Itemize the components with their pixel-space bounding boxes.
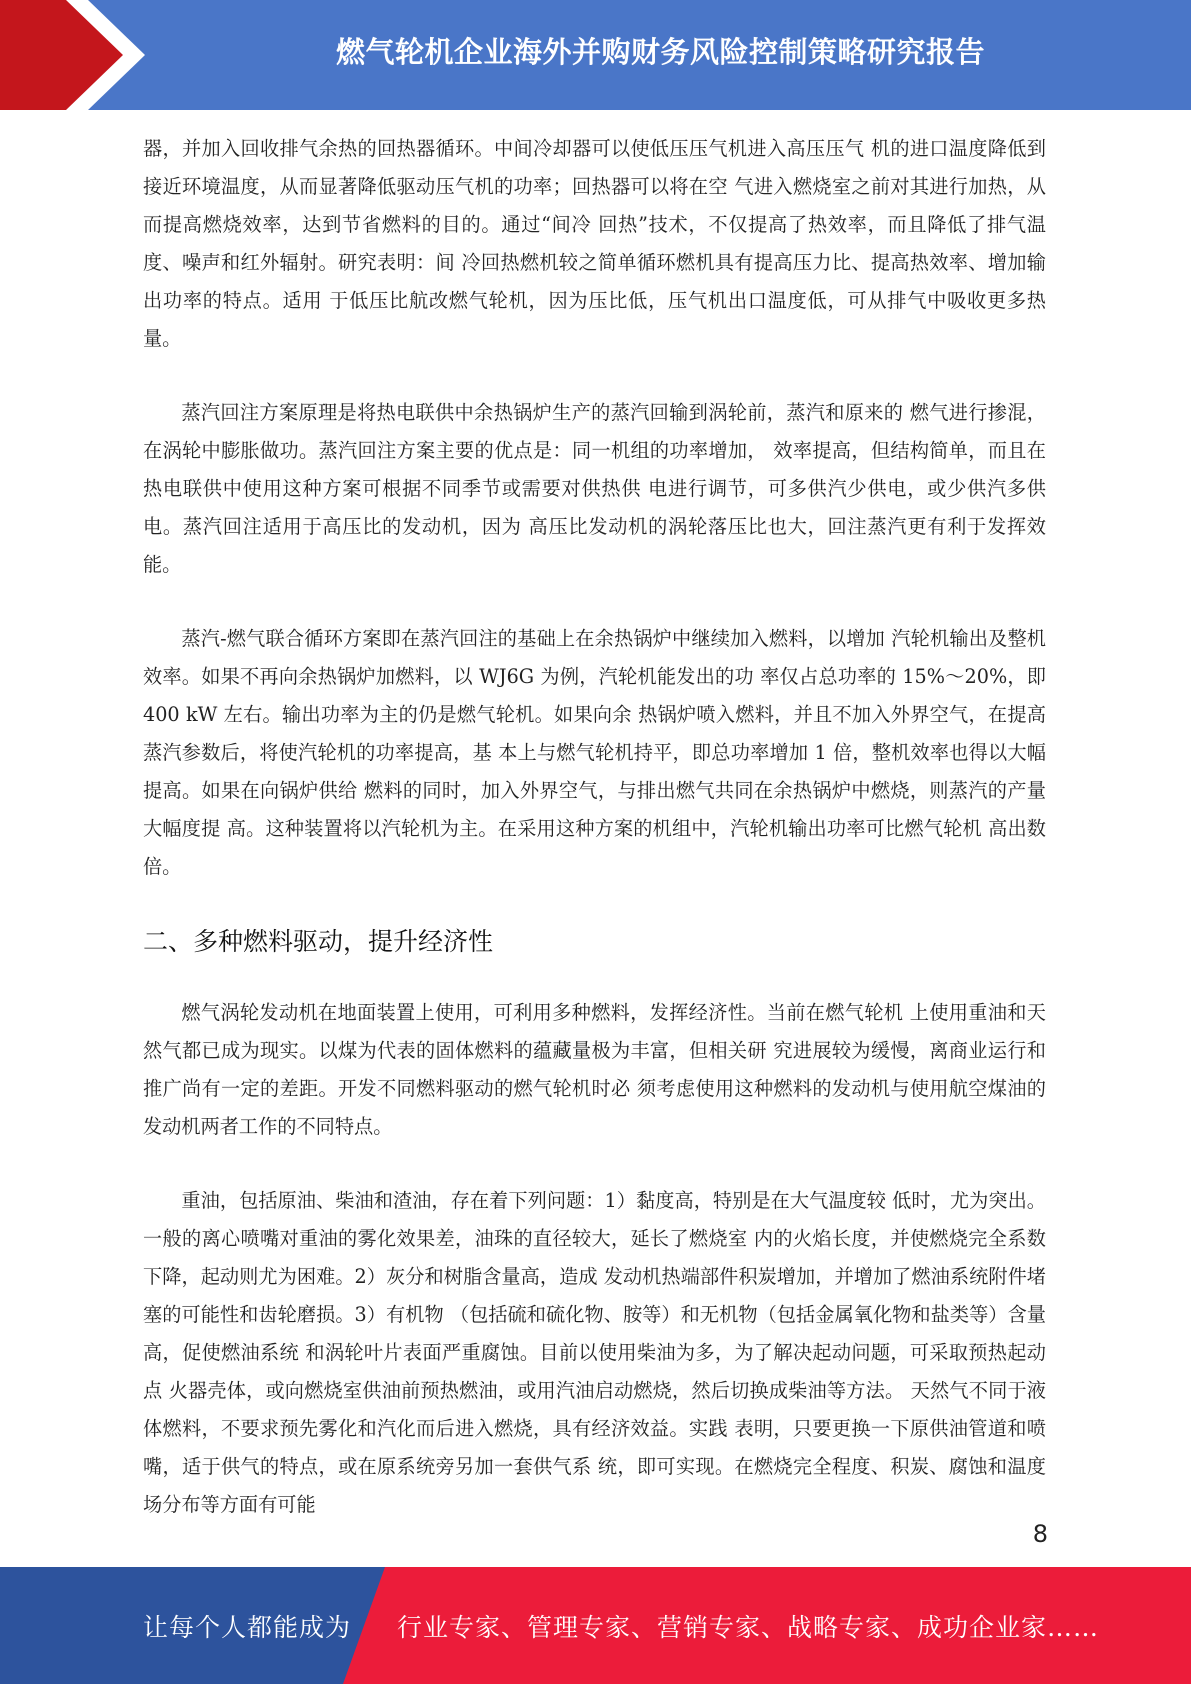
document-title: 燃气轮机企业海外并购财务风险控制策略研究报告 (335, 34, 985, 69)
page-footer (0, 1567, 1191, 1684)
paragraph-combined-cycle: 蒸汽-燃气联合循环方案即在蒸汽回注的基础上在余热锅炉中继续加入燃料，以增加 汽轮机输出及整机效率。如果不再向余热锅炉加燃料，以 WJ6G 为例，汽轮机能发出的功 率仅占总功率的 15%～20%，即 400 kW 左右。输出功率为主的仍是燃气轮机。如果向余 热锅炉喷入燃料，并且不加入外界空气，在提高蒸汽参数后，将使汽轮机的功率提高，基 本上与燃气轮机持平，即总功率增加 1 倍，整机效率也得以大幅提高。如果在向锅炉供给 燃料的同时，加入外界空气，与排出燃气共同在余热锅炉中燃烧，则蒸汽的产量大幅度提 高。这种装置将以汽轮机为主。在采用这种方案的机组中，汽轮机输出功率可比燃气轮机 高出数倍。 (143, 627, 1046, 878)
footer-slogan-right: 行业专家、管理专家、营销专家、战略专家、成功企业家…… (397, 1612, 1100, 1642)
main-content (143, 130, 1046, 1560)
page-number: 8 (1032, 1520, 1048, 1548)
paragraph-steam-injection: 蒸汽回注方案原理是将热电联供中余热锅炉生产的蒸汽回输到涡轮前，蒸汽和原来的 燃气进行掺混，在涡轮中膨胀做功。蒸汽回注方案主要的优点是：同一机组的功率增加， 效率提高，但结构简单，而且在热电联供中使用这种方案可根据不同季节或需要对供热供 电进行调节，可多供汽少供电，或少供汽多供电。蒸汽回注适用于高压比的发动机，因为 高压比发动机的涡轮落压比也大，回注蒸汽更有利于发挥效能。 (143, 401, 1046, 576)
footer-slogan-left: 让每个人都能成为 (143, 1612, 352, 1642)
header-arrow-decoration (0, 0, 160, 110)
section-heading: 二、多种燃料驱动，提升经济性 (143, 927, 494, 956)
paragraph-multi-fuel: 燃气涡轮发动机在地面装置上使用，可利用多种燃料，发挥经济性。当前在燃气轮机 上使用重油和天然气都已成为现实。以煤为代表的固体燃料的蕴藏量极为丰富，但相关研 究进展较为缓慢，离商业运行和推广尚有一定的差距。开发不同燃料驱动的燃气轮机时必 须考虑使用这种燃料的发动机与使用航空煤油的发动机两者工作的不同特点。 (143, 1001, 1046, 1138)
paragraph-heavy-oil: 重油，包括原油、柴油和渣油，存在着下列问题：1）黏度高，特别是在大气温度较 低时，尤为突出。一般的离心喷嘴对重油的雾化效果差，油珠的直径较大，延长了燃烧室 内的火焰长度，并使燃烧完全系数下降，起动则尤为困难。2）灰分和树脂含量高，造成 发动机热端部件积炭增加，并增加了燃油系统附件堵塞的可能性和齿轮磨损。3）有机物 （包括硫和硫化物、胺等）和无机物（包括金属氧化物和盐类等）含量高，促使燃油系统 和涡轮叶片表面严重腐蚀。目前以使用柴油为多，为了解决起动问题，可采取预热起动点 火器壳体，或向燃烧室供油前预热燃油，或用汽油启动燃烧，然后切换成柴油等方法。 天然气不同于液体燃料，不要求预先雾化和汽化而后进入燃烧，具有经济效益。实践 表明，只要更换一下原供油管道和喷嘴，适于供气的特点，或在原系统旁另加一套供气系 统，即可实现。在燃烧完全程度、积炭、腐蚀和温度场分布等方面有可能 (143, 1189, 1046, 1516)
paragraph-intercooled-recuperated: 器，并加入回收排气余热的回热器循环。中间冷却器可以使低压压气机进入高压压气 机的进口温度降低到接近环境温度，从而显著降低驱动压气机的功率；回热器可以将在空 气进入燃烧室之前对其进行加热，从而提高燃烧效率，达到节省燃料的目的。通过“间冷 回热”技术，不仅提高了热效率，而且降低了排气温度、噪声和红外辐射。研究表明：间 冷回热燃机较之简单循环燃机具有提高压力比、提高热效率、增加输出功率的特点。适用 于低压比航改燃气轮机，因为压比低，压气机出口温度低，可从排气中吸收更多热量。 (143, 137, 1046, 350)
page-header (0, 0, 1191, 110)
